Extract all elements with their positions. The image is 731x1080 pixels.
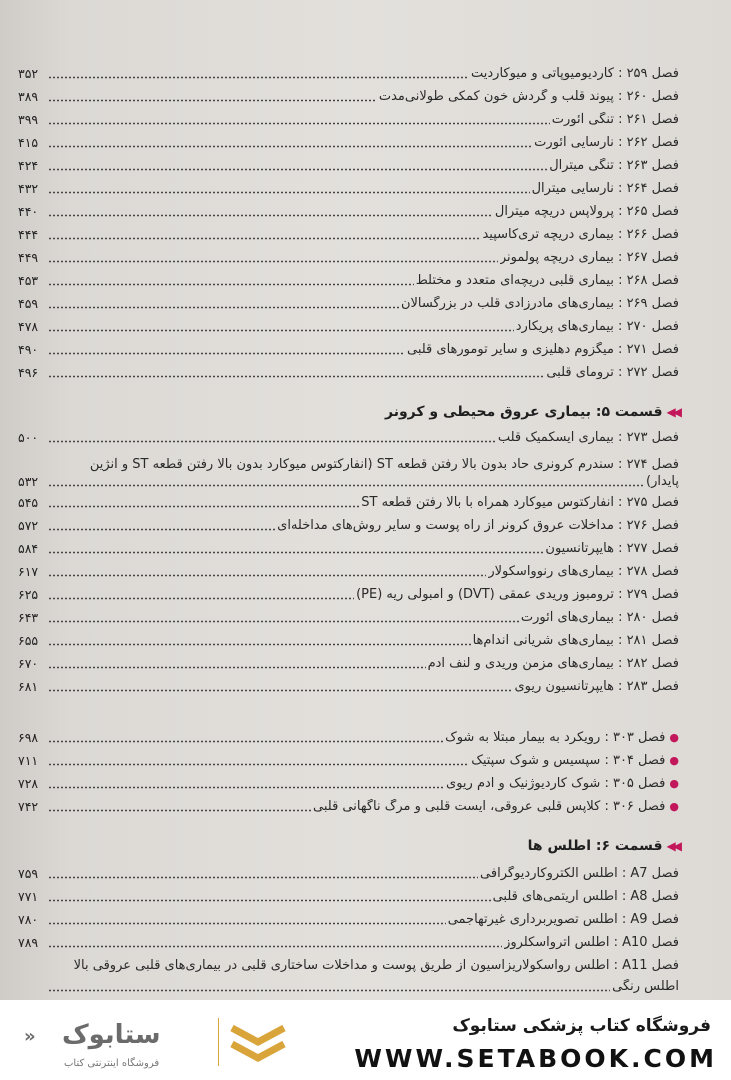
leader-dots (48, 756, 469, 766)
toc-entry: فصل ۲۷۰ : بیماری‌های پریکارد ۴۷۸ (18, 319, 679, 334)
page-number: ۴۵۹ (18, 296, 39, 311)
logo-tagline: فروشگاه اینترنتی کتاب (64, 1058, 160, 1069)
page-number: ۵۴۵ (18, 495, 39, 510)
bullet-icon: ● (669, 754, 679, 767)
logo-wordmark: ستابوک (62, 1020, 161, 1050)
double-arrow-icon: « (24, 1026, 36, 1047)
toc-entry: فصل ۲۷۸ : بیماری‌های رنوواسکولار ۶۱۷ (18, 564, 679, 579)
page-number: ۷۵۹ (18, 866, 39, 881)
page-number: ۴۵۳ (18, 273, 39, 288)
leader-dots (48, 636, 471, 646)
page-number: ۶۱۷ (18, 564, 39, 579)
leader-dots (48, 69, 469, 79)
page-number: ۶۲۵ (18, 587, 39, 602)
leader-dots (48, 276, 414, 286)
page-number: ۷۱۱ (18, 753, 39, 768)
bullet-icon: ● (669, 800, 679, 813)
page-number: ۴۹۰ (18, 342, 39, 357)
toc-entry: فصل ۲۸۲ : بیماری‌های مزمن وریدی و لنف ادم ۶۷۰ (18, 656, 679, 671)
leader-dots (48, 659, 426, 669)
leader-dots (48, 802, 311, 812)
leader-dots (48, 322, 514, 332)
toc-entry: فصل A9 : اطلس تصویربرداری غیرتهاجمی ۷۸۰ (18, 912, 679, 927)
page-number: ۷۸۰ (18, 912, 39, 927)
leader-dots (48, 207, 493, 217)
logo-divider (218, 1018, 219, 1066)
page-number: ۴۲۴ (18, 158, 39, 173)
toc-entry: فصل ۲۶۲ : نارسایی آئورت ۴۱۵ (18, 135, 679, 150)
leader-dots (48, 345, 405, 355)
shop-name: فروشگاه کتاب پزشکی ستابوک (452, 1016, 711, 1036)
page-number: ۳۵۲ (18, 66, 39, 81)
section-heading: ◀◀ قسمت ۶: اطلس ها (527, 838, 679, 854)
page-number: ۴۱۵ (18, 135, 39, 150)
double-chevron-icon: ◀◀ (666, 405, 679, 419)
leader-dots (48, 590, 354, 600)
page-number: ۴۴۰ (18, 204, 39, 219)
toc-entry: فصل A11 : اطلس رواسکولاریزاسیون از طریق پوست و مداخلات ساختاری قلبی در بیماری‌های قلبی عروقی بالا (73, 958, 679, 973)
toc-entry: فصل ۲۶۷ : بیماری دریچه پولمونر ۴۴۹ (18, 250, 679, 265)
toc-entry: ● فصل ۳۰۶ : کلاپس قلبی عروقی، ایست قلبی و مرگ ناگهانی قلبی ۷۴۲ (18, 799, 679, 814)
shop-url[interactable]: WWW.SETABOOK.COM (354, 1044, 717, 1073)
page-number: ۶۷۰ (18, 656, 39, 671)
page-number: ۷۸۹ (18, 935, 39, 950)
page-number: ۴۷۸ (18, 319, 39, 334)
leader-dots (48, 892, 491, 902)
page-number: ۳۸۹ (18, 89, 39, 104)
leader-dots (48, 779, 444, 789)
leader-dots (48, 92, 377, 102)
leader-dots (48, 184, 530, 194)
toc-entry: فصل A10 : اطلس آترواسکلروز ۷۸۹ (18, 935, 679, 950)
leader-dots (48, 299, 399, 309)
store-footer-banner (0, 1000, 731, 1080)
page-number: ۷۴۲ (18, 799, 39, 814)
double-chevron-icon: ◀◀ (666, 839, 679, 853)
section-heading: ◀◀ قسمت ۵: بیماری عروق محیطی و کرونر (385, 404, 679, 420)
leader-dots (48, 368, 544, 378)
toc-entry: فصل ۲۷۹ : ترومبوز وریدی عمقی (DVT) و آمبولی ریه (PE) ۶۲۵ (18, 587, 679, 602)
toc-entry: فصل ۲۷۱ : میگزوم دهلیزی و سایر تومورهای قلبی ۴۹۰ (18, 342, 679, 357)
book-chevron-icon (228, 1018, 288, 1068)
toc-entry: فصل ۲۶۱ : تنگی آئورت ۳۹۹ (18, 112, 679, 127)
leader-dots (48, 544, 543, 554)
page-number: ۴۳۲ (18, 181, 39, 196)
leader-dots (48, 938, 502, 948)
leader-dots (48, 567, 486, 577)
toc-entry: فصل ۲۶۳ : تنگی میترال ۴۲۴ (18, 158, 679, 173)
leader-dots (48, 115, 550, 125)
toc-entry: ● فصل ۳۰۵ : شوک کاردیوژنیک و ادم ریوی ۷۲۸ (18, 776, 679, 791)
toc-entry: فصل ۲۶۵ : پرولاپس دریچه میترال ۴۴۰ (18, 204, 679, 219)
page-number: ۴۴۹ (18, 250, 39, 265)
leader-dots (48, 613, 519, 623)
toc-entry: فصل A8 : اطلس آریتمی‌های قلبی ۷۷۱ (18, 889, 679, 904)
toc-entry: فصل ۲۷۷ : هایپرتانسیون ۵۸۴ (18, 541, 679, 556)
page-number: ۷۷۱ (18, 889, 39, 904)
toc-entry: فصل ۲۷۵ : انفارکتوس میوکارد همراه با بالا رفتن قطعه ST ۵۴۵ (18, 495, 679, 510)
leader-dots (48, 915, 446, 925)
page-number: ۴۹۶ (18, 365, 39, 380)
toc-entry-continued: پایدار) ۵۳۲ (18, 474, 679, 489)
toc-entry: فصل ۲۷۳ : بیماری ایسکمیک قلب ۵۰۰ (18, 430, 679, 445)
page-number: ۷۲۸ (18, 776, 39, 791)
toc-entry: ● فصل ۳۰۳ : رویکرد به بیمار مبتلا به شوک ۶۹۸ (18, 730, 679, 745)
page-number: ۶۹۸ (18, 730, 39, 745)
page-number: ۴۴۴ (18, 227, 39, 242)
toc-entry: فصل ۲۸۳ : هایپرتانسیون ریوی ۶۸۱ (18, 679, 679, 694)
leader-dots (48, 498, 359, 508)
leader-dots (48, 230, 480, 240)
bullet-icon: ● (669, 777, 679, 790)
page-number: ۶۵۵ (18, 633, 39, 648)
setabook-logo (22, 1012, 292, 1072)
toc-entry: فصل ۲۷۴ : سندرم کرونری حاد بدون بالا رفتن قطعه ST (انفارکتوس میوکارد بدون بالا رفتن قطعه ST و آنژین (89, 457, 679, 472)
toc-entry: فصل ۲۶۶ : بیماری دریچه تری‌کاسپید ۴۴۴ (18, 227, 679, 242)
toc-entry: فصل ۲۶۰ : پیوند قلب و گردش خون کمکی طولانی‌مدت ۳۸۹ (18, 89, 679, 104)
toc-entry: فصل ۲۸۰ : بیماری‌های آئورت ۶۴۳ (18, 610, 679, 625)
leader-dots (48, 138, 532, 148)
leader-dots (48, 869, 478, 879)
leader-dots (48, 982, 610, 992)
leader-dots (48, 253, 498, 263)
toc-entry: فصل ۲۶۹ : بیماری‌های مادرزادی قلب در بزرگسالان ۴۵۹ (18, 296, 679, 311)
toc-entry: ● فصل ۳۰۴ : سپسیس و شوک سپتیک ۷۱۱ (18, 753, 679, 768)
leader-dots (48, 433, 496, 443)
toc-entry: فصل ۲۸۱ : بیماری‌های شریانی اندام‌ها ۶۵۵ (18, 633, 679, 648)
toc-entry: فصل ۲۷۲ : ترومای قلبی ۴۹۶ (18, 365, 679, 380)
leader-dots (48, 682, 513, 692)
leader-dots (48, 733, 443, 743)
toc-entry: اطلس رنگی (18, 979, 679, 995)
page-number: ۶۸۱ (18, 679, 39, 694)
leader-dots (48, 477, 644, 487)
leader-dots (48, 521, 275, 531)
leader-dots (48, 161, 547, 171)
page-number: ۵۷۲ (18, 518, 39, 533)
toc-entry: فصل ۲۵۹ : کاردیومیوپاتی و میوکاردیت ۳۵۲ (18, 66, 679, 81)
toc-entry: فصل ۲۶۸ : بیماری قلبی دریچه‌ای متعدد و مختلط ۴۵۳ (18, 273, 679, 288)
bullet-icon: ● (669, 731, 679, 744)
toc-entry: فصل ۲۷۶ : مداخلات عروق کرونر از راه پوست و سایر روش‌های مداخله‌ای ۵۷۲ (18, 518, 679, 533)
page-number: ۵۰۰ (18, 430, 39, 445)
page-number: ۶۴۳ (18, 610, 39, 625)
toc-entry: فصل ۲۶۴ : نارسایی میترال ۴۳۲ (18, 181, 679, 196)
page-number: ۳۹۹ (18, 112, 39, 127)
page-number: ۵۳۲ (18, 474, 39, 489)
page-number: ۵۸۴ (18, 541, 39, 556)
toc-entry: فصل A7 : اطلس الکتروکاردیوگرافی ۷۵۹ (18, 866, 679, 881)
